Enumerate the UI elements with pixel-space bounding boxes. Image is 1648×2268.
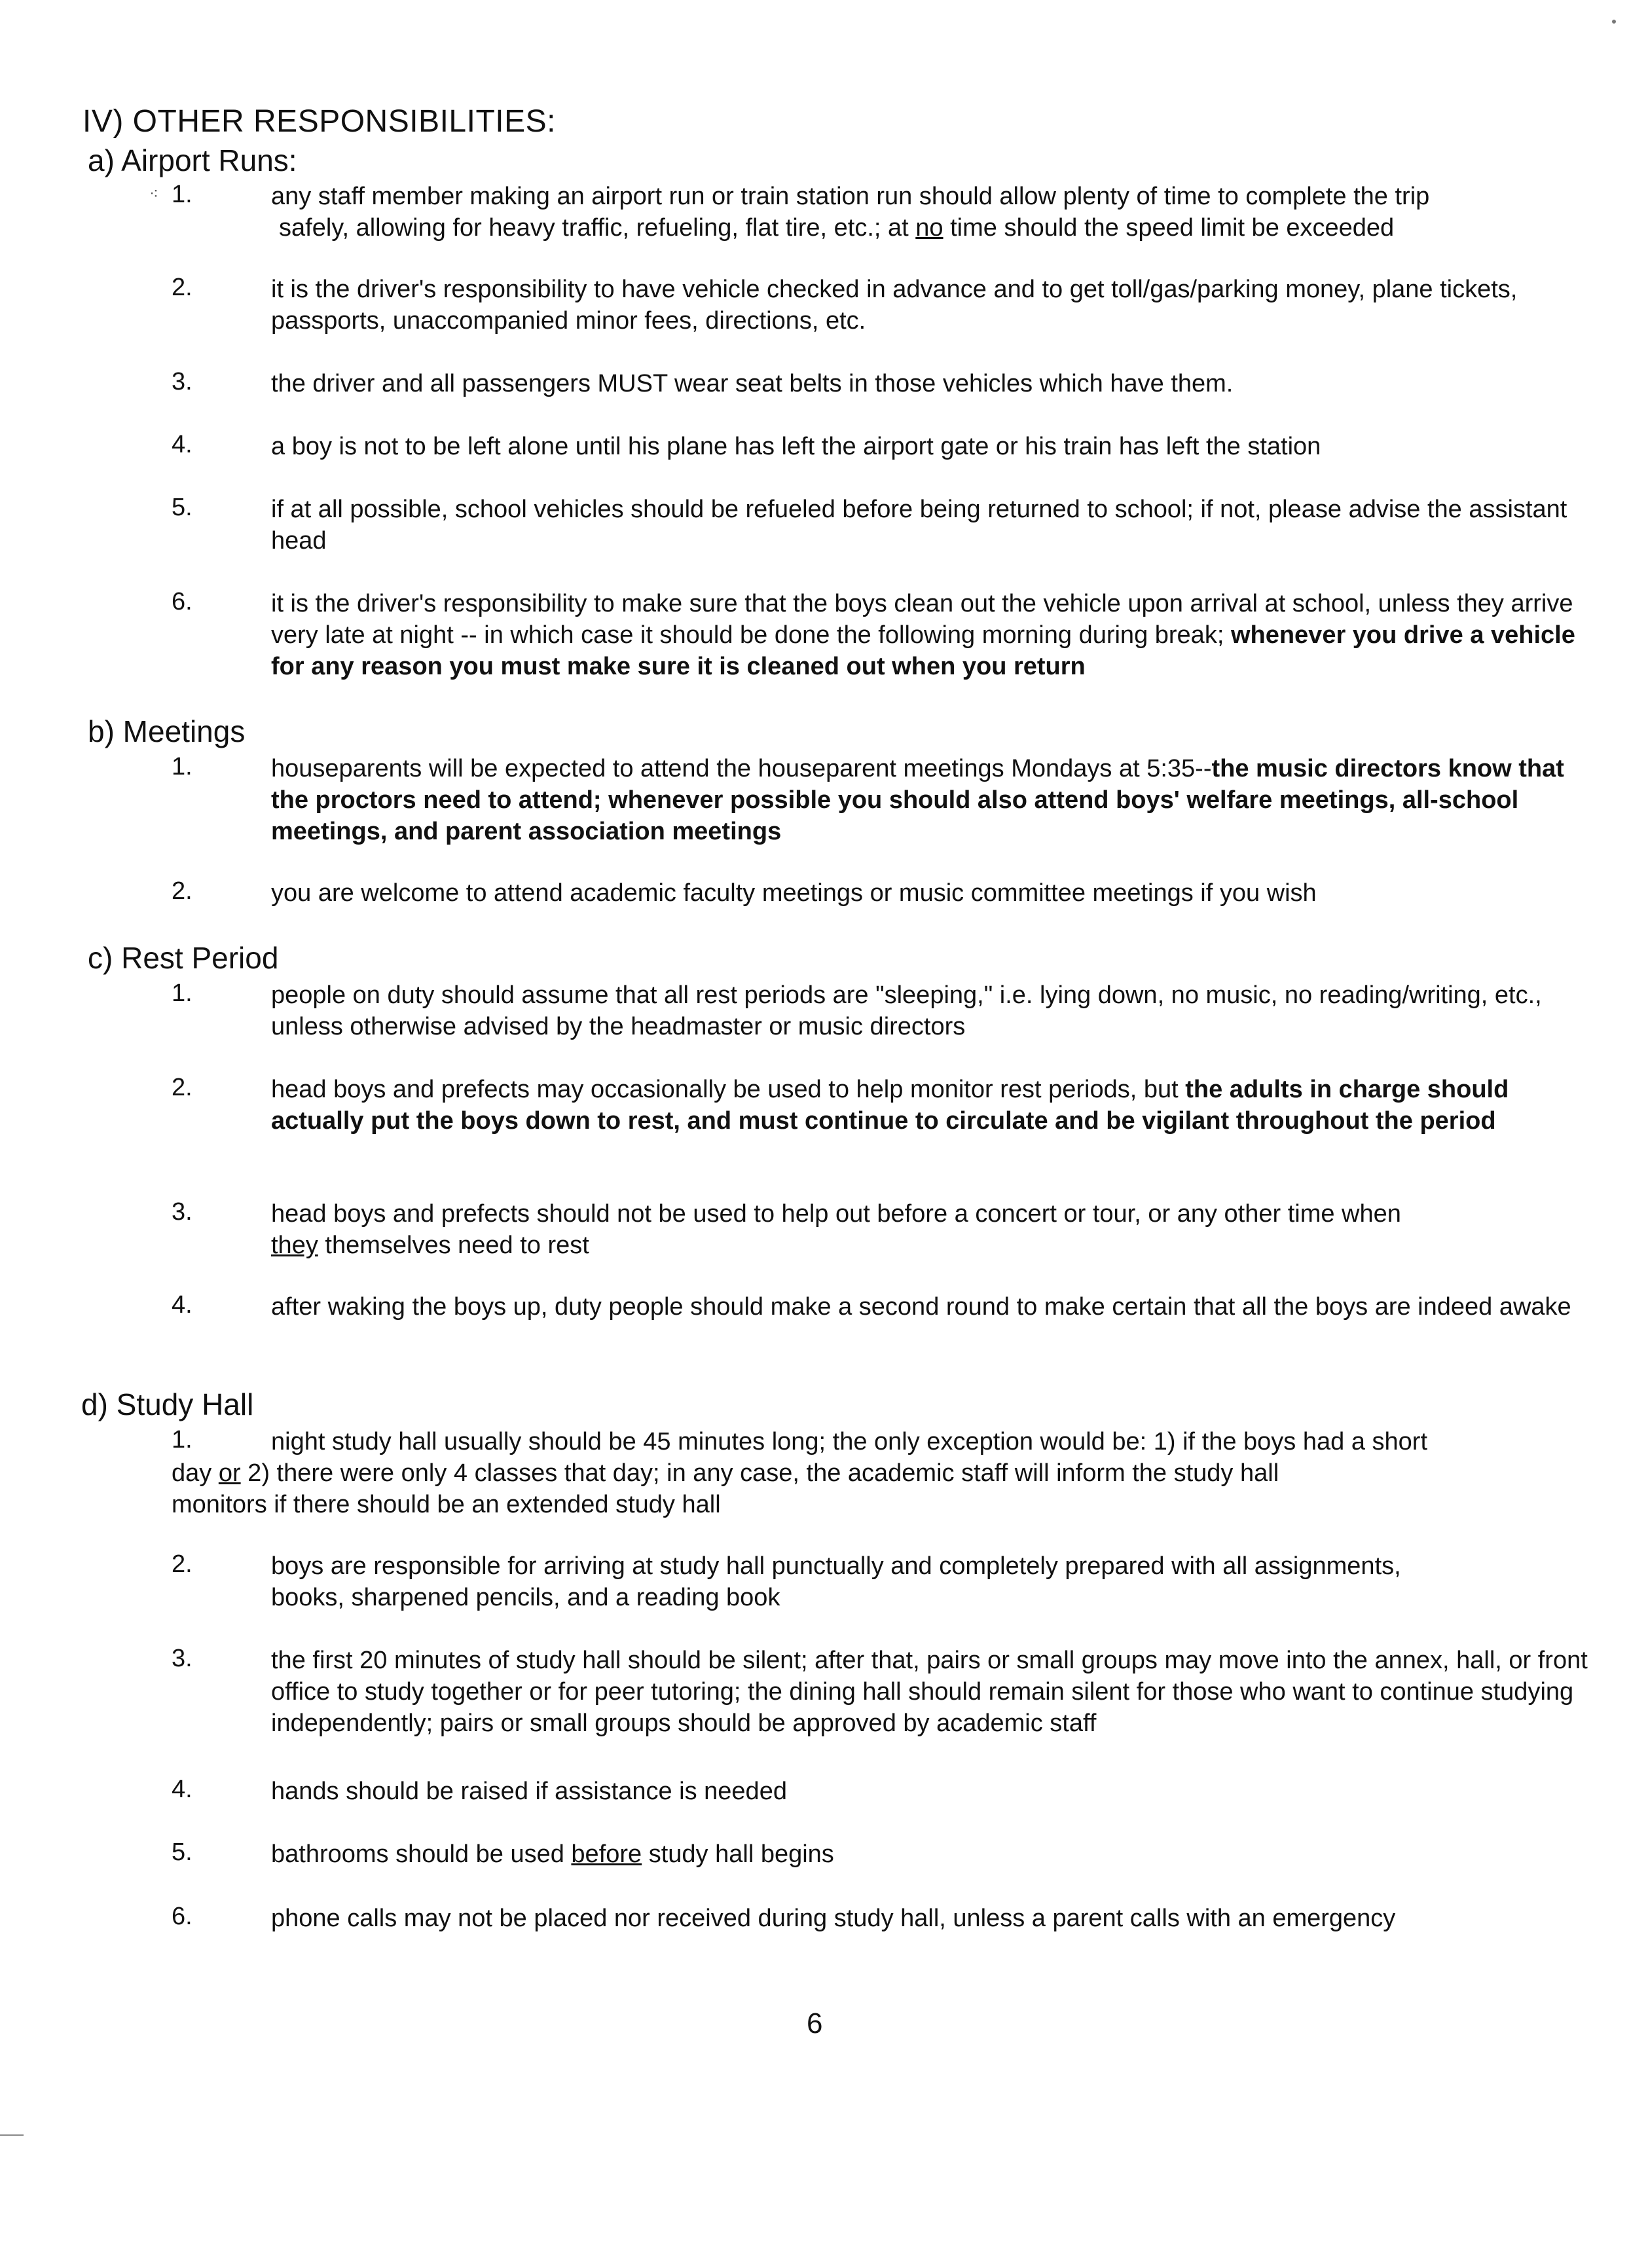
item-number: 3. bbox=[172, 1645, 192, 1672]
scan-speck bbox=[1612, 20, 1616, 24]
item-number: 4. bbox=[172, 1776, 192, 1803]
underlined-text: no bbox=[915, 214, 943, 242]
item-text: it is the driver's responsibility to make sure that the boys clean out the vehicle upon arrival at school, unless they arrive very late at night -- in which case it should be done the following morning during break; bbox=[271, 590, 1573, 649]
list-item-rest-3 bbox=[271, 1198, 1594, 1261]
main-heading: IV) OTHER RESPONSIBILITIES: bbox=[82, 104, 556, 139]
section-heading-rest-period: c) Rest Period bbox=[88, 941, 279, 975]
item-text: bathrooms should be used bbox=[271, 1840, 572, 1868]
item-text: time should the speed limit be exceeded bbox=[943, 214, 1395, 242]
item-number: 1. bbox=[172, 1426, 192, 1454]
item-line: any staff member making an airport run or train station run should allow plenty of time to complete the trip bbox=[271, 183, 1430, 210]
item-text: head boys and prefects may occasionally be used to help monitor rest periods, but bbox=[271, 1076, 1186, 1103]
item-text: 2) there were only 4 classes that day; in any case, the academic staff will inform the study hall bbox=[240, 1459, 1279, 1487]
item-number: 2. bbox=[172, 1074, 192, 1101]
item-text: themselves need to rest bbox=[318, 1232, 589, 1259]
item-line: monitors if there should be an extended study hall bbox=[172, 1491, 721, 1518]
list-item-study-1-continuation bbox=[172, 1457, 1586, 1520]
item-text: day bbox=[172, 1459, 219, 1487]
item-number: 6. bbox=[172, 588, 192, 615]
list-item-meetings-1 bbox=[271, 753, 1594, 847]
item-line bbox=[271, 212, 1594, 244]
list-item-rest-1: people on duty should assume that all rest periods are "sleeping," i.e. lying down, no music, no reading/writing, etc., unless otherwise advised by the headmaster or music directors bbox=[271, 981, 1542, 1040]
item-number: 5. bbox=[172, 1838, 192, 1866]
item-number: 6. bbox=[172, 1903, 192, 1930]
item-text: study hall begins bbox=[642, 1840, 834, 1868]
scan-artifact: ⁖ bbox=[149, 185, 159, 203]
item-number: 2. bbox=[172, 877, 192, 905]
item-text: safely, allowing for heavy traffic, refueling, flat tire, etc.; at bbox=[279, 214, 916, 242]
bold-text: whenever you drive a vehicle for any reason you must make sure it is cleaned out when you return bbox=[271, 621, 1575, 680]
list-item-study-3: the first 20 minutes of study hall should be silent; after that, pairs or small groups may move into the annex, hall, or front office to study together or for peer tutoring; the dining hall should remain silent for those who want to continue studying independently; pairs or small groups should be approved by academic staff bbox=[271, 1647, 1588, 1737]
list-item-meetings-2: you are welcome to attend academic faculty meetings or music committee meetings if you wish bbox=[271, 879, 1317, 907]
list-item-study-6: phone calls may not be placed nor received during study hall, unless a parent calls with an emergency bbox=[271, 1905, 1396, 1932]
list-item-study-5 bbox=[271, 1838, 1594, 1870]
list-item-rest-2 bbox=[271, 1074, 1594, 1137]
item-line bbox=[271, 1230, 1594, 1261]
list-item-rest-4: after waking the boys up, duty people should make a second round to make certain that all the boys are indeed awake bbox=[271, 1293, 1571, 1321]
item-line bbox=[172, 1457, 1586, 1489]
item-line: head boys and prefects should not be used to help out before a concert or tour, or any other time when bbox=[271, 1200, 1401, 1228]
item-number: 1. bbox=[172, 181, 192, 208]
underlined-text: they bbox=[271, 1232, 318, 1259]
list-item-airport-3: the driver and all passengers MUST wear seat belts in those vehicles which have them. bbox=[271, 370, 1234, 397]
underlined-text: or bbox=[218, 1459, 241, 1487]
list-item-airport-5: if at all possible, school vehicles should be refueled before being returned to school; if not, please advise the assistant head bbox=[271, 496, 1567, 555]
list-item-study-1-line1: night study hall usually should be 45 minutes long; the only exception would be: 1) if the boys had a short bbox=[271, 1428, 1427, 1455]
section-heading-study-hall: d) Study Hall bbox=[81, 1387, 254, 1421]
item-text: houseparents will be expected to attend the houseparent meetings Mondays at 5:35-- bbox=[271, 755, 1212, 782]
item-number: 2. bbox=[172, 274, 192, 301]
underlined-text: before bbox=[571, 1840, 642, 1868]
item-number: 2. bbox=[172, 1550, 192, 1578]
list-item-airport-2: it is the driver's responsibility to have vehicle checked in advance and to get toll/gas/parking money, plane tickets, passports, unaccompanied minor fees, directions, etc. bbox=[271, 276, 1518, 335]
scan-margin-mark bbox=[0, 2134, 24, 2136]
page-number: 6 bbox=[807, 2007, 823, 2039]
list-item-study-4: hands should be raised if assistance is needed bbox=[271, 1778, 787, 1805]
item-number: 3. bbox=[172, 368, 192, 395]
item-number: 3. bbox=[172, 1198, 192, 1226]
bold-text: the adults in charge should actually put the boys down to rest, and must continue to circulate and be vigilant throughout the period bbox=[271, 1076, 1509, 1135]
list-item-airport-6 bbox=[271, 588, 1594, 682]
list-item-airport-4: a boy is not to be left alone until his plane has left the airport gate or his train has left the station bbox=[271, 433, 1321, 460]
section-heading-meetings: b) Meetings bbox=[88, 714, 246, 748]
item-number: 5. bbox=[172, 494, 192, 521]
section-heading-airport-runs: a) Airport Runs: bbox=[88, 143, 297, 177]
item-number: 4. bbox=[172, 431, 192, 458]
item-number: 1. bbox=[172, 979, 192, 1007]
bold-text: the music directors know that the proctors need to attend; whenever possible you should also attend boys' welfare meetings, all-school meetings, and parent association meetings bbox=[271, 755, 1564, 845]
list-item-study-2: boys are responsible for arriving at study hall punctually and completely prepared with all assignments, books, sharpened pencils, and a reading book bbox=[271, 1552, 1401, 1611]
item-number: 1. bbox=[172, 753, 192, 780]
list-item-airport-1 bbox=[271, 181, 1594, 244]
item-number: 4. bbox=[172, 1291, 192, 1319]
